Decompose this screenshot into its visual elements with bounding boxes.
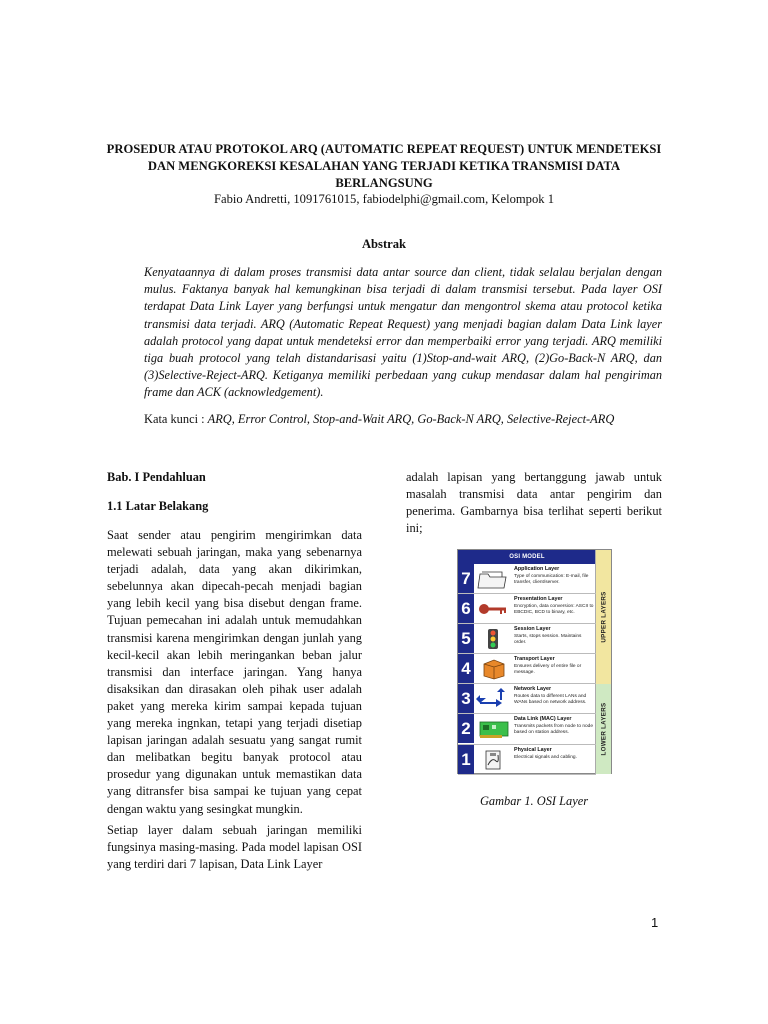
key-icon — [476, 598, 510, 620]
layer-description: Electrical signals and cabling. — [514, 754, 577, 760]
chapter-heading: Bab. I Pendahluan — [107, 470, 206, 484]
abstract-heading: Abstrak — [361, 237, 407, 251]
layer-name: Session Layer — [514, 626, 551, 633]
upper-layers-band — [595, 550, 611, 684]
lower-layers-label: LOWER LAYERS — [600, 702, 607, 756]
keywords-label: Kata kunci : — [144, 412, 208, 426]
layer-number: 2 — [458, 714, 474, 743]
abstract-body: Kenyataannya di dalam proses transmisi data antar source dan client, tidak selalau berjalan dengan mulus. Faktanya banyak hal kemungkinan bisa terjadi di dalam transmisi tersebut. Pada layer OSI terdapat Data Link Layer yang berfungsi untuk mengatur dan mengontrol skema atau protocol ketika transmisi data terjadi. ARQ (Automatic Repeat Request) yang menjadi bagian dalam Data Link layer adalah protocol yang dapat untuk mendeteksi error dan memperbaiki error yang terjadi. ARQ memiliki tiga buah protocol yang telah distandarisasi yaitu (1)Stop-and-wait ARQ, (2)Go-Back-N ARQ, dan (3)Selective-Reject-ARQ. Ketiganya memiliki perbedaan yang cukup mendasar dalam hal pengiriman frame dan ACK (acknowledgement). — [144, 265, 662, 400]
layer-name: Transport Layer — [514, 656, 555, 663]
author-line: Fabio Andretti, 1091761015, fabiodelphi@gmail.com, Kelompok 1 — [213, 192, 555, 206]
layer-number: 7 — [458, 564, 474, 593]
osi-layer-row — [458, 624, 596, 654]
network-card-icon — [476, 718, 510, 740]
osi-layer-row — [458, 564, 596, 594]
keywords-list: ARQ, Error Control, Stop-and-Wait ARQ, Go-Back-N ARQ, Selective-Reject-ARQ — [207, 412, 615, 426]
layer-name: Network Layer — [514, 686, 552, 693]
layer-description: Type of communication: E-mail, file transfer, client/server. — [514, 574, 589, 585]
body-paragraph-1: Saat sender atau pengirim mengirimkan data melewati sebuah jaringan, maka yang sebenarnya terjadi adalah, data yang akan dikirimkan, sebelunnya akan dipecah-pecah menjadi bagian yang lebih kecil yang bisa disebut dengan frame. Tujuan pemecahan ini adalah untuk memudahkan transmisi karena mengirimkan dengan junlah yang kecil-kecil akan lebih meringankan beban jalur transmisi dan interface jaringan. Yang hanya disaksikan dan dirasakan oleh pihak user adalah paket yang mereka kirim sampai kepada tujuan yang mereka ingnkan, tetapi yang terjadi disetiap lapisan jaringan adalah sesuatu yang sangat rumit dan melibatkan begitu banyak protocol atau prosedur yang digunakan untuk memastikan data yang ditransfer bisa sampai ke tujuan yang cepat dengan waktu yang sesingkat mungkin. — [107, 528, 362, 816]
figure-caption: Gambar 1. OSI Layer — [479, 794, 589, 808]
layer-description: Encryption, data conversion: ASCII to EBCDIC, BCD to binary, etc. — [514, 604, 594, 615]
routing-arrows-icon — [476, 688, 510, 710]
cable-plug-icon — [476, 749, 510, 771]
layer-description: Starts, stops session. Maintains order. — [514, 634, 582, 645]
layer-description: Routes data to different LANs and WANs based on network address. — [514, 694, 587, 705]
keywords-line — [144, 411, 684, 427]
page-number: 1 — [651, 915, 659, 930]
lower-layers-band — [595, 684, 611, 774]
osi-model-figure — [457, 549, 612, 774]
package-icon — [476, 658, 510, 680]
layer-number: 3 — [458, 684, 474, 713]
body-paragraph-3: adalah lapisan yang bertanggung jawab untuk masalah transmisi data antar pengirim dan penerima. Gambarnya bisa terlihat seperti berikut ini; — [406, 470, 662, 536]
upper-layers-label: UPPER LAYERS — [600, 591, 607, 643]
osi-layer-row — [458, 684, 596, 714]
layer-number: 1 — [458, 745, 474, 774]
subsection-heading: 1.1 Latar Belakang — [107, 499, 209, 513]
osi-figure-header: OSI MODEL — [458, 550, 596, 564]
layer-name: Presentation Layer — [514, 596, 563, 603]
paper-title: PROSEDUR ATAU PROTOKOL ARQ (AUTOMATIC REPEAT REQUEST) UNTUK MENDETEKSI DAN MENGKOREKSI KESALAHAN YANG TERJADI KETIKA TRANSMISI DATA BERLANGSUNG — [106, 142, 662, 190]
body-paragraph-2: Setiap layer dalam sebuah jaringan memiliki fungsinya masing-masing. Pada model lapisan OSI yang terdiri dari 7 lapisan, Data Link Layer — [107, 823, 362, 872]
osi-layer-row — [458, 594, 596, 624]
layer-name: Application Layer — [514, 566, 560, 572]
traffic-light-icon — [476, 628, 510, 650]
osi-layer-row — [458, 745, 596, 775]
osi-layer-rows — [458, 564, 596, 775]
layer-number: 4 — [458, 654, 474, 683]
osi-layer-row — [458, 654, 596, 684]
layer-name: Physical Layer — [514, 746, 552, 753]
layer-number: 5 — [458, 624, 474, 653]
layer-description: Ensures delivery of entire file or message. — [514, 664, 582, 675]
layer-name: Data Link (MAC) Layer — [514, 716, 572, 723]
layer-number: 6 — [458, 594, 474, 623]
layer-description: Transmits packets from node to node based on station address. — [514, 724, 594, 736]
folder-icon — [476, 568, 510, 590]
osi-layer-row — [458, 714, 596, 744]
